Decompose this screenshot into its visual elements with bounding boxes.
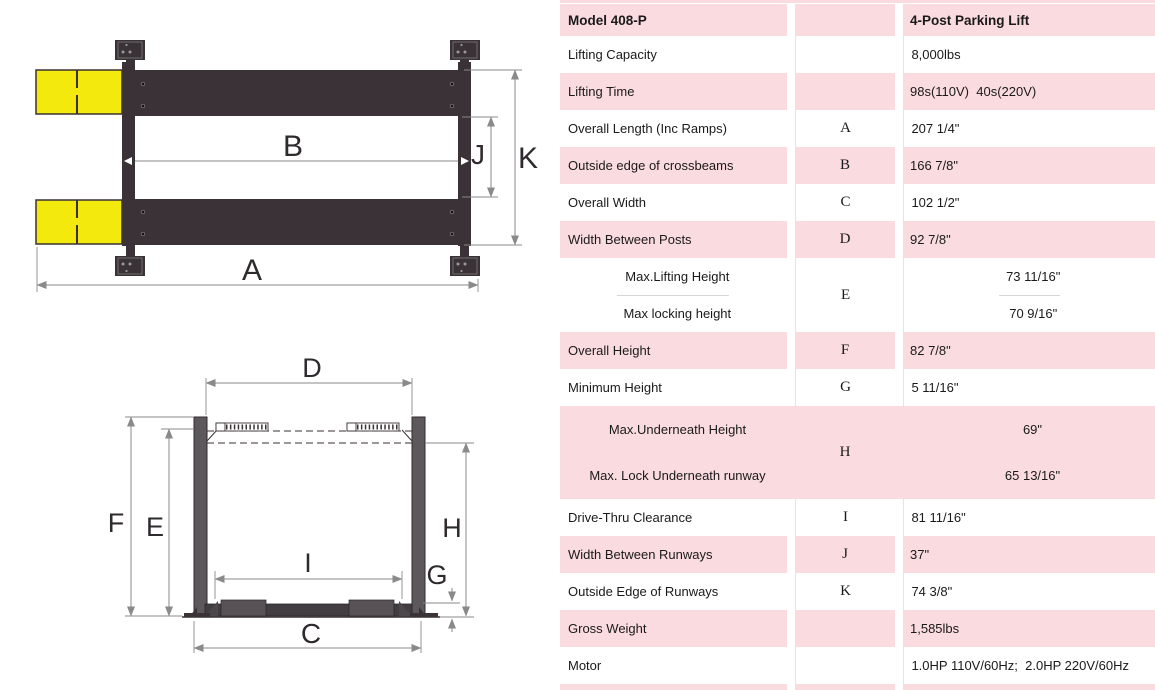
row-width-between-posts xyxy=(560,221,1155,258)
spec-value: 65 13/16" xyxy=(1004,468,1061,484)
product-title: 4-Post Parking Lift xyxy=(903,4,1155,36)
dim-label-f: F xyxy=(107,508,125,538)
model-title: Model 408-P xyxy=(560,4,787,36)
dim-label-h: H xyxy=(442,513,462,543)
spec-label: Max.Underneath Height xyxy=(608,421,747,437)
spec-letter: B xyxy=(795,147,895,184)
diagram-panel xyxy=(0,0,560,690)
dim-label-i: I xyxy=(304,548,312,578)
crossbeam-left xyxy=(122,62,135,246)
header-letter-cell xyxy=(795,4,895,36)
spec-value: 81 11/16" xyxy=(903,499,1155,536)
row-gross-weight xyxy=(560,610,1155,647)
dim-b xyxy=(124,130,469,165)
spec-letter: G xyxy=(795,369,896,406)
raised-runway xyxy=(207,423,412,443)
row-overall-length xyxy=(560,110,1155,147)
spec-letter xyxy=(795,610,895,647)
row-motor xyxy=(560,647,1155,684)
spec-letter: K xyxy=(795,573,896,610)
spec-label: Width Between Runways xyxy=(560,536,787,573)
spec-label: Overall Height xyxy=(560,332,787,369)
front-post-left xyxy=(194,417,207,617)
spec-letter: I xyxy=(795,499,896,536)
spec-letter: H xyxy=(839,444,851,460)
spec-label: Outside Edge of Runways xyxy=(560,573,787,610)
spec-letter: A xyxy=(795,110,896,147)
spec-label-stack xyxy=(560,406,787,499)
spec-label: Overall Length (Inc Ramps) xyxy=(560,110,787,147)
spec-value: 70 9/16" xyxy=(1009,306,1058,322)
spec-value-stack xyxy=(903,406,1155,499)
row-underneath-height-group xyxy=(560,406,1155,499)
dim-label-a: A xyxy=(241,254,263,287)
post-top-left xyxy=(115,40,145,71)
spec-value: 207 1/4" xyxy=(903,110,1155,147)
spec-letter: F xyxy=(795,332,895,369)
spec-letter xyxy=(795,36,896,73)
dim-label-e: E xyxy=(145,512,165,542)
spec-letter: J xyxy=(795,536,895,573)
row-drive-thru-clearance xyxy=(560,499,1155,536)
spec-letter: E xyxy=(795,258,896,332)
spec-label: Max.Lifting Height xyxy=(617,258,729,296)
lift-diagram xyxy=(0,0,560,690)
spec-label: Minimum Height xyxy=(560,369,787,406)
row-width-between-runways xyxy=(560,536,1155,573)
spec-value: 5 11/16" xyxy=(903,369,1155,406)
dim-label-j: J xyxy=(471,139,485,170)
spec-label: Max. Lock Underneath runway xyxy=(589,468,766,484)
row-overall-width xyxy=(560,184,1155,221)
spec-label-stack xyxy=(560,258,787,332)
spec-letter: D xyxy=(795,221,895,258)
row-lifting-height-group xyxy=(560,258,1155,332)
dim-d xyxy=(206,353,412,415)
ramp-bottom xyxy=(36,200,122,244)
spec-letter: C xyxy=(795,184,896,221)
front-view xyxy=(108,353,474,653)
runway-top xyxy=(135,70,460,116)
row-lifting-capacity xyxy=(560,36,1155,73)
spec-header-row xyxy=(560,4,1155,36)
spec-table xyxy=(560,0,1155,690)
spec-label: Outside edge of crossbeams xyxy=(560,147,787,184)
dim-label-k: K xyxy=(517,142,539,175)
spec-value: 74 3/8" xyxy=(903,573,1155,610)
dim-e xyxy=(146,429,194,616)
spec-value: 73 11/16" xyxy=(999,258,1060,296)
spec-label: Lifting Capacity xyxy=(560,36,787,73)
spec-label: Max locking height xyxy=(623,306,732,322)
row-outside-edge-runways xyxy=(560,573,1155,610)
table-top-strip xyxy=(560,0,1155,3)
dim-a xyxy=(37,247,478,292)
spec-value-stack xyxy=(903,258,1155,332)
spec-label: Drive-Thru Clearance xyxy=(560,499,787,536)
dim-label-g: G xyxy=(426,560,448,590)
spec-value: 102 1/2" xyxy=(903,184,1155,221)
row-lifting-time xyxy=(560,73,1155,110)
dim-label-c: C xyxy=(300,618,322,649)
spec-label: Lifting Time xyxy=(560,73,787,110)
spec-value: 37" xyxy=(903,536,1155,573)
dim-c xyxy=(194,618,421,653)
spec-value: 98s(110V) 40s(220V) xyxy=(903,73,1155,110)
spec-value: 166 7/8" xyxy=(903,147,1155,184)
spec-label: Gross Weight xyxy=(560,610,787,647)
spec-label: Overall Width xyxy=(560,184,787,221)
row-outside-edge-crossbeams xyxy=(560,147,1155,184)
spec-label: Motor xyxy=(560,647,787,684)
spec-value: 82 7/8" xyxy=(903,332,1155,369)
spec-label: Width Between Posts xyxy=(560,221,787,258)
row-minimum-height xyxy=(560,369,1155,406)
spec-value: 8,000lbs xyxy=(903,36,1155,73)
spec-letter xyxy=(795,647,896,684)
table-bottom-strip xyxy=(560,684,1155,690)
runway-bottom xyxy=(135,199,460,245)
front-post-right xyxy=(412,417,425,617)
ramp-top xyxy=(36,70,122,114)
dim-i xyxy=(215,548,402,599)
post-bottom-right xyxy=(450,244,480,276)
top-view xyxy=(36,40,538,292)
post-bottom-left xyxy=(115,244,145,276)
spec-value: 92 7/8" xyxy=(903,221,1155,258)
dim-h xyxy=(425,443,474,616)
spec-value: 1,585lbs xyxy=(903,610,1155,647)
row-overall-height xyxy=(560,332,1155,369)
dim-g xyxy=(423,560,460,632)
spec-value: 69" xyxy=(1022,421,1043,437)
spec-value: 1.0HP 110V/60Hz; 2.0HP 220V/60Hz xyxy=(903,647,1155,684)
dim-label-d: D xyxy=(302,353,322,383)
spec-letter xyxy=(795,73,895,110)
dim-label-b: B xyxy=(282,130,304,163)
post-top-right xyxy=(450,40,480,71)
